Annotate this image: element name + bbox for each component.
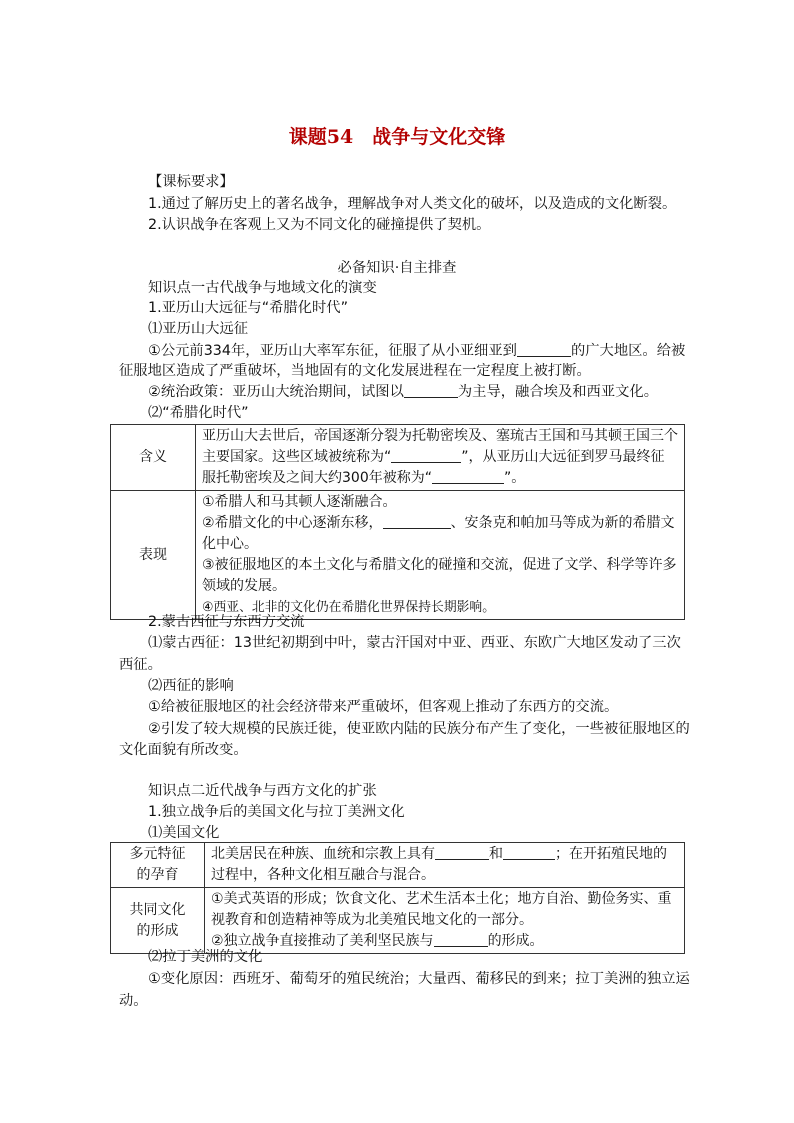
fill-blank[interactable] [434, 932, 488, 947]
kp1-sub1b: ⑵“希腊化时代” [148, 405, 249, 421]
kp1-sub2b: ⑵西征的影响 [148, 678, 234, 694]
kp1-para3-line2: 西征。 [119, 657, 162, 673]
kp1-para5-line2: 文化面貌有所改变。 [119, 742, 248, 758]
table-row [111, 491, 685, 620]
kp1-sub1a: ⑴亚历山大远征 [148, 321, 249, 337]
row-content-meaning: 亚历山大去世后，帝国逐渐分裂为托勒密埃及、塞琉古王国和马其顿王国三个 主要国家。这些区域被统称为“ ”，从亚历山大远征到罗马最终征 服托勒密埃及之间大约300年被称为“ ”。 [196, 425, 685, 491]
hellenistic-table [110, 424, 685, 620]
row-label-meaning: 含义 [111, 425, 196, 491]
fill-blank[interactable] [435, 845, 489, 860]
section-title: 必备知识·自主排查 [337, 260, 457, 276]
table-row [111, 843, 685, 888]
row-label-performance: 表现 [111, 491, 196, 620]
fill-blank[interactable] [383, 514, 451, 529]
curriculum-item-1: 1.通过了解历史上的著名战争，理解战争对人类文化的破坏，以及造成的文化断裂。 [148, 196, 677, 212]
kp1-para1-line2: 征服地区造成了严重破坏，当地固有的文化发展进程在一定程度上被打断。 [119, 363, 591, 379]
row-label-diversity: 多元特征 的孕育 [111, 843, 205, 888]
curriculum-heading: 【课标要求】 [148, 174, 234, 190]
table-row [111, 425, 685, 491]
curriculum-item-2: 2.认识战争在客观上又为不同文化的碰撞提供了契机。 [148, 217, 491, 233]
kp1-title: 知识点一古代战争与地域文化的演变 [148, 280, 377, 296]
kp2-sub1: 1.独立战争后的美国文化与拉丁美洲文化 [148, 804, 405, 820]
row-content-diversity: 北美居民在种族、血统和宗教上具有 和 ；在开拓殖民地的 过程中，各种文化相互融合与混合。 [205, 843, 685, 888]
fill-blank[interactable] [432, 469, 504, 484]
table-row [111, 888, 685, 954]
fill-blank[interactable] [391, 448, 461, 463]
kp1-para3-line1: ⑴蒙古西征：13世纪初期到中叶，蒙古汗国对中亚、西亚、东欧广大地区发动了三次 [148, 635, 681, 651]
kp2-para6-line1: ①变化原因：西班牙、葡萄牙的殖民统治；大量西、葡移民的到来；拉丁美洲的独立运 [148, 971, 690, 987]
kp2-title: 知识点二近代战争与西方文化的扩张 [148, 783, 377, 799]
fill-blank[interactable] [503, 845, 555, 860]
kp1-sub1: 1.亚历山大远征与“希腊化时代” [148, 300, 349, 316]
american-culture-table [110, 842, 685, 954]
kp1-para5-line1: ②引发了较大规模的民族迁徙，使亚欧内陆的民族分布产生了变化，一些被征服地区的 [148, 721, 690, 737]
kp2-sub1a: ⑴美国文化 [148, 825, 220, 841]
row-label-common-culture: 共同文化 的形成 [111, 888, 205, 954]
kp2-para6-line2: 动。 [119, 993, 148, 1009]
kp2-sub1b: ⑵拉丁美洲的文化 [148, 949, 263, 965]
fill-blank[interactable] [404, 383, 458, 398]
kp1-sub2: 2.蒙古西征与东西方交流 [148, 614, 305, 630]
kp1-para2: ②统治政策：亚历山大统治期间，试图以 为主导，融合埃及和西亚文化。 [148, 384, 659, 400]
page-title: 课题54 战争与文化交锋 [288, 126, 506, 148]
kp1-para1-line1: ①公元前334年，亚历山大率军东征，征服了从小亚细亚到 的广大地区。给被 [148, 343, 686, 359]
row-content-common-culture: ①美式英语的形成；饮食文化、艺术生活本土化；地方自治、勤俭务实、重 视教育和创造精神等成为北美殖民地文化的一部分。 ②独立战争直接推动了美利坚民族与 的形成。 [205, 888, 685, 954]
fill-blank[interactable] [517, 342, 571, 357]
kp1-para4: ①给被征服地区的社会经济带来严重破坏，但客观上推动了东西方的交流。 [148, 699, 619, 715]
row-content-performance: ①希腊人和马其顿人逐渐融合。 ②希腊文化的中心逐渐东移， 、安条克和帕加马等成为新的希腊文 化中心。 ③被征服地区的本土文化与希腊文化的碰撞和交流，促进了文学、科学等许多 领域的发展。 ④西亚、北非的文化仍在希腊化世界保持长期影响。 [196, 491, 685, 620]
